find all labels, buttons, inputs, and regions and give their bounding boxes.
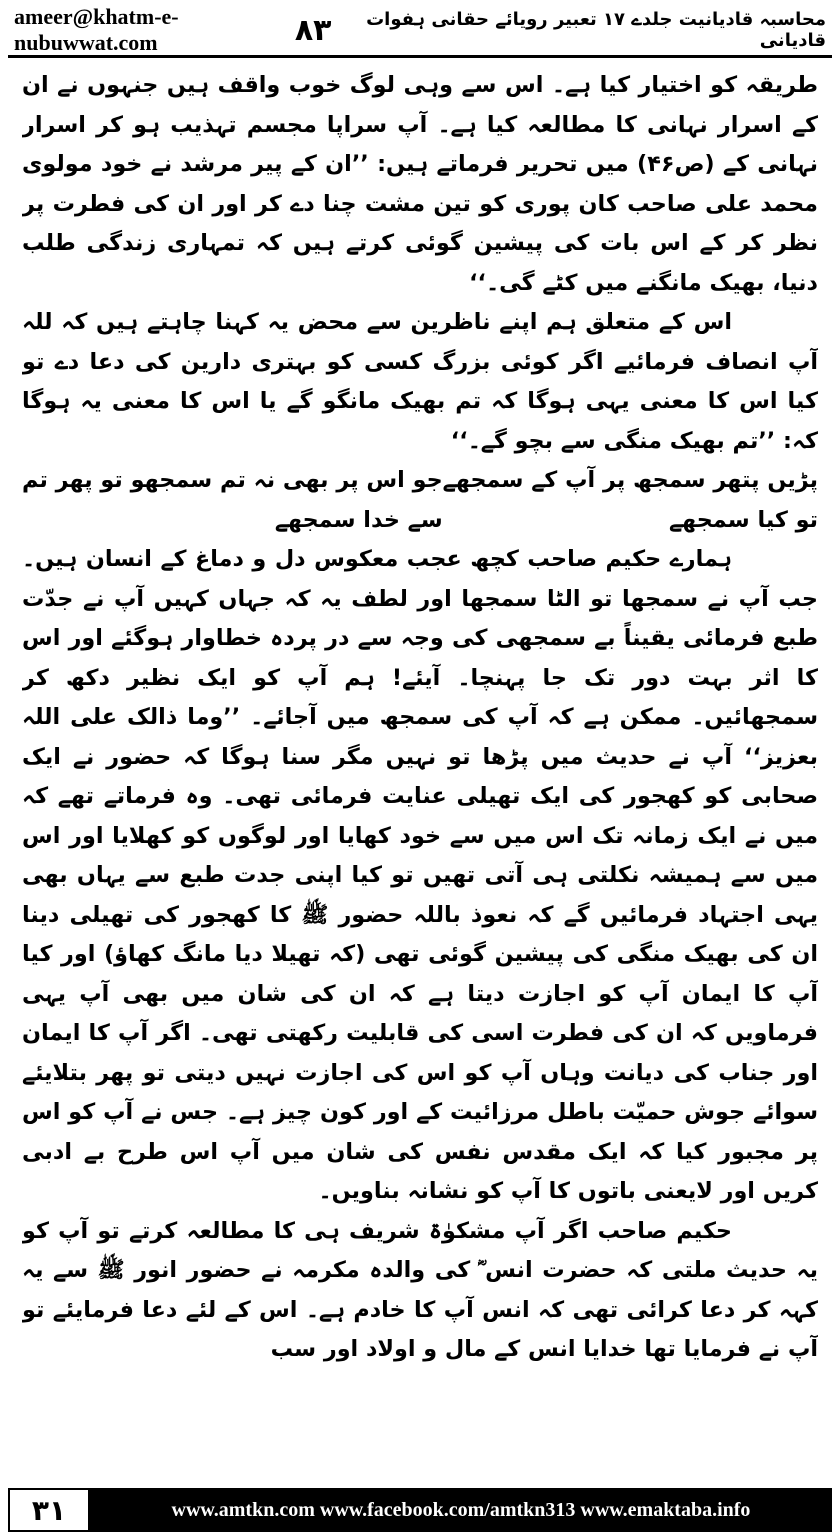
footer-links: www.amtkn.com www.facebook.com/amtkn313 www.emaktaba.info	[171, 1498, 751, 1521]
paragraph: ہمارے حکیم صاحب کچھ عجب معکوس دل و دماغ کے انسان ہیں۔ جب آپ نے سمجھا تو الٹا سمجھا اور لطف یہ کہ جہاں کہیں آپ نے جدّت طبع فرمائی یقیناً بے سمجھی کی وجہ سے در پردہ خطاوار ہوگئے اور اس کا اثر بہت دور تک جا پہنچا۔ آیئے! ہم آپ کو ایک نظیر دکھ کر سمجھائیں۔ ممکن ہے کہ آپ کی سمجھ میں آجائے۔ ’’وما ذالک علی اللہ بعزیز‘‘ آپ نے حدیث میں پڑھا تو نہیں مگر سنا ہوگا کہ حضور نے ایک صحابی کو کھجور کی ایک تھیلی عنایت فرمائی تھی۔ وہ فرماتے تھے کہ میں نے ایک زمانہ تک اس میں سے خود کھایا اور لوگوں کو کھلایا اور اس میں سے ہمیشہ نکلتی ہی آتی تھیں تو کیا اپنی جدت طبع سے یہاں بھی یہی اجتہاد فرمائیں گے کہ نعوذ باللہ حضور ﷺ کا کھجور کی تھیلی دینا ان کی بھیک منگی کی پیشین گوئی تھی (کہ تھیلا دیا مانگ کھاؤ) اور کیا آپ کا ایمان آپ کو اجازت دیتا ہے کہ ان کی شان میں بھی آپ یہی فرماویں کہ ان کی فطرت اسی کی قابلیت رکھتی تھی۔ اگر آپ کا ایمان اور جناب کی دیانت وہاں آپ کو اس کی اجازت نہیں دیتی تو پھر بتلایئے سوائے جوش حمیّت باطل مرزائیت کے اور کون چیز ہے۔ جس نے آپ کو اس پر مجبور کیا کہ ایک مقدس نفس کی شان میں آپ اس طرح بے ادبی کریں اور لایعنی باتوں کا آپ کو نشانہ بناویں۔	[22, 546, 818, 1204]
verse-second-line: جو اس پر بھی نہ تم سمجھو تو پھر تم سے خدا سمجھے	[22, 467, 443, 533]
header-email: ameer@khatm-e-nubuwwat.com	[14, 4, 179, 55]
header-divider	[8, 55, 832, 58]
page-header	[14, 4, 826, 55]
footer-page-number: ۳۱	[8, 1488, 90, 1532]
paragraph: طریقہ کو اختیار کیا ہے۔ اس سے وہی لوگ خوب واقف ہیں جنہوں نے ان کے اسرار نہانی کا مطالعہ کیا ہے۔ آپ سراپا مجسم تہذیب ہو کر اسرار نہانی کے (ص۴۶) میں تحریر فرماتے ہیں: ’’ان کے پیر مرشد نے خود مولوی محمد علی صاحب کان پوری کو تین مشت چنا دے کر اور ان کی فطرت پر نظر کر کے اس بات کی پیشین گوئی کرتے ہیں کہ تمہاری زندگی طلب دنیا، بھیک مانگنے میں کٹے گی۔‘‘	[22, 72, 818, 296]
header-page-number: ۸۳	[294, 12, 332, 48]
running-title: محاسبہ قادیانیت جلدے ۱۷ تعبیر رویائے حقانی ہفوات قادیانی	[366, 9, 826, 51]
verse-first-line: پڑیں پتھر سمجھ پر آپ کے سمجھے تو کیا سمجھے	[442, 467, 818, 533]
page-footer	[8, 1488, 832, 1532]
body-text	[22, 66, 818, 1471]
header-title-block	[295, 9, 826, 51]
verse-couplet	[22, 461, 818, 540]
paragraph: اس کے متعلق ہم اپنے ناظرین سے محض یہ کہنا چاہتے ہیں کہ للہ آپ انصاف فرمائیے اگر کوئی بزرگ کسی کو بہتری دارین کی دعا دے تو کیا اس کا معنی یہی ہوگا کہ تم بھیک مانگو گے یا اس کا معنی یہ ہوگا کہ: ’’تم بھیک منگی سے بچو گے۔‘‘	[22, 309, 818, 454]
paragraph: حکیم صاحب اگر آپ مشکوٰۃ شریف ہی کا مطالعہ کرتے تو آپ کو یہ حدیث ملتی کہ حضرت انس ؓ کی والدہ مکرمہ نے حضور انور ﷺ سے یہ کہہ کر دعا کرائی تھی کہ انس آپ کا خادم ہے۔ اس کے لئے دعا فرمایئے تو آپ نے فرمایا تھا خدایا انس کے مال و اولاد اور سب	[22, 1217, 818, 1362]
